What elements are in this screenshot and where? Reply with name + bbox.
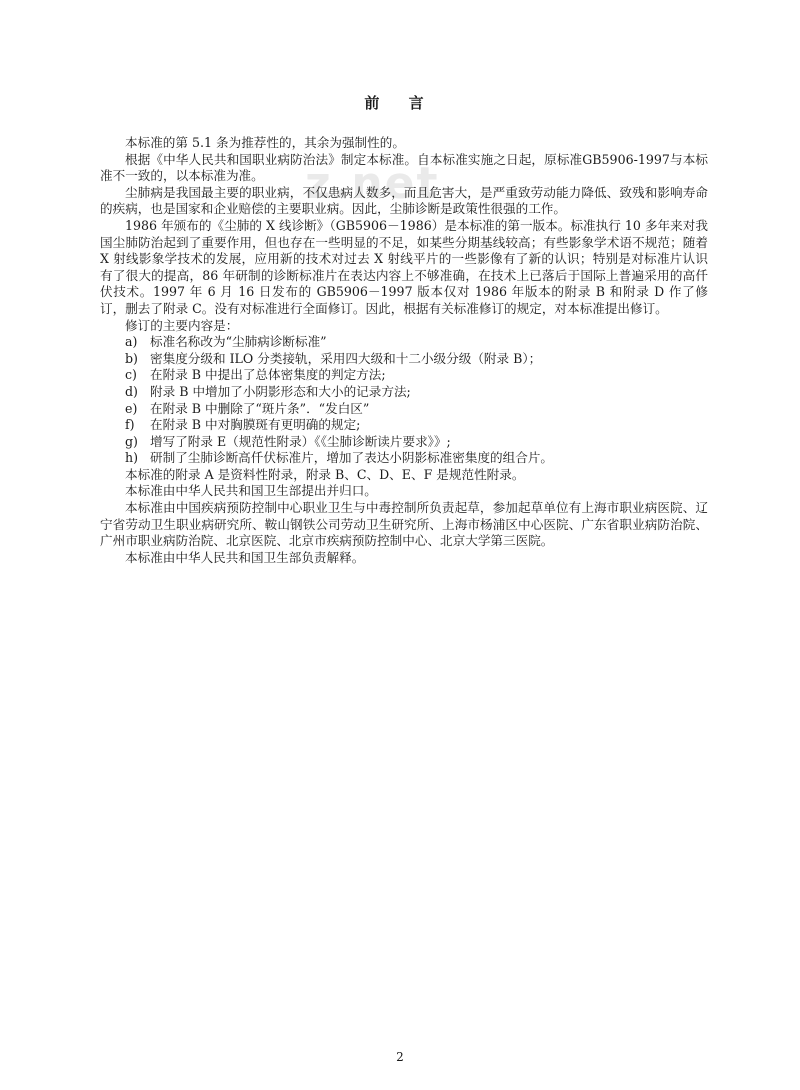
list-item-marker: b) — [125, 350, 138, 366]
list-item-text: 在附录 B 中提出了总体密集度的判定方法; — [150, 367, 386, 383]
list-item-text: 密集度分级和 ILO 分类接轨，采用四大级和十二小级分级（附录 B）； — [150, 350, 542, 366]
paragraph-proposer: 本标准由中华人民共和国卫生部提出并归口。 — [125, 483, 377, 499]
list-item-marker: a) — [125, 334, 138, 350]
list-item-text: 增写了附录 E（规范性附录）《《尘肺诊断读片要求》》; — [150, 433, 451, 449]
list-item-marker: f) — [125, 417, 135, 433]
list-item-text: 在附录 B 中删除了“斑片条”．“发白区” — [150, 400, 370, 416]
list-item — [100, 334, 708, 351]
list-item-marker: d) — [125, 383, 138, 399]
list-item — [100, 434, 708, 451]
paragraph-revision-intro: 修订的主要内容是： — [125, 317, 239, 333]
list-item — [100, 367, 708, 384]
list-item-marker: g) — [125, 433, 138, 449]
paragraph-history: 1986 年颁布的《尘肺的 X 线诊断》（GB5906－1986）是本标准的第一版本。标准执行 10 多年来对我国尘肺防治起到了重要作用，但也存在一些明显的不足，如某些分期基线较高；有些影象学术语不规范；随着 X 射线影象学技术的发展，应用新的技术对过去 X 射线平片的一些影像有了新的认识；特别是对标准片认识有了很大的提高，86 年研制的诊断标准片在表达内容上不够准确，在技术上已落后于国际上普遍采用的高仟伏技术。1997 年 6 月 16 日发布的 GB5906－1997 版本仅对 1986 年版本的附录 B 和附录 D 作了修订，删去了附录 C。没有对标准进行全面修订。因此，根据有关标准修订的规定，对本标准提出修订。 — [100, 217, 708, 316]
paragraph-basis: 根据《中华人民共和国职业病防治法》制定本标准。自本标准实施之日起，原标准GB5906-1997与本标准不一致的，以本标准为准。 — [100, 151, 708, 184]
revision-list — [100, 334, 708, 467]
list-item — [100, 417, 708, 434]
document-body — [100, 135, 708, 566]
list-item-text: 附录 B 中增加了小阴影形态和大小的记录方法; — [150, 383, 411, 399]
page-number: 2 — [396, 1050, 404, 1064]
paragraph-drafters: 本标准由中国疾病预防控制中心职业卫生与中毒控制所负责起草，参加起草单位有上海市职业病医院、辽宁省劳动卫生职业病研究所、鞍山钢铁公司劳动卫生研究所、上海市杨浦区中心医院、广东省职业病防治院、广州市职业病防治院、北京医院、北京市疾病预防控制中心、北京大学第三医院。 — [100, 500, 708, 549]
list-item-marker: c) — [125, 367, 137, 383]
list-item — [100, 450, 708, 467]
paragraph-interpretation: 本标准由中华人民共和国卫生部负责解释。 — [125, 549, 365, 565]
list-item — [100, 384, 708, 401]
list-item-marker: e) — [125, 400, 138, 416]
paragraph-scope: 本标准的第 5.1 条为推荐性的，其余为强制性的。 — [125, 135, 405, 150]
list-item-marker: h) — [125, 450, 139, 466]
list-item-text: 标准名称改为“尘肺病诊断标准” — [150, 334, 327, 350]
paragraph-background: 尘肺病是我国最主要的职业病，不仅患病人数多，而且危害大，是严重致劳动能力降低、致残和影响寿命的疾病，也是国家和企业赔偿的主要职业病。因此，尘肺诊断是政策性很强的工作。 — [100, 184, 708, 217]
watermark: z.net — [305, 158, 440, 209]
list-item-text: 研制了尘肺诊断高仟伏标准片，增加了表达小阴影标准密集度的组合片。 — [150, 450, 553, 466]
paragraph-appendix: 本标准的附录 A 是资料性附录，附录 B、C、D、E、F 是规范性附录。 — [125, 466, 525, 482]
list-item — [100, 401, 708, 418]
page-title: 前 言 — [364, 94, 436, 112]
list-item — [100, 351, 708, 368]
list-item-text: 在附录 B 中对胸膜斑有更明确的规定; — [150, 417, 361, 433]
